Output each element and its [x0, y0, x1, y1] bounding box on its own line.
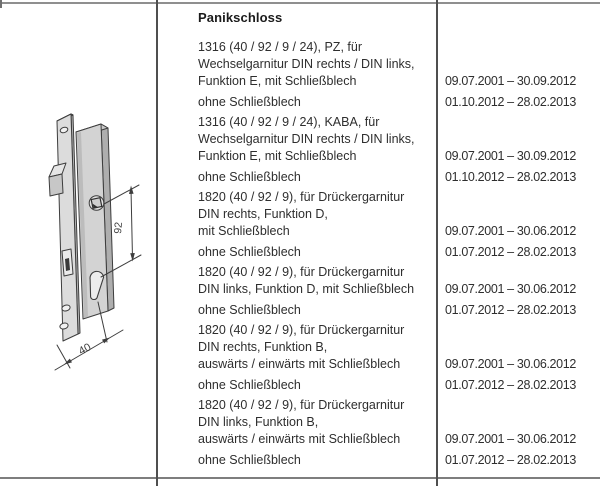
product-description	[158, 114, 437, 165]
description-line: DIN rechts, Funktion D,	[198, 207, 328, 221]
product-description	[158, 39, 437, 90]
description-line: DIN rechts, Funktion B,	[198, 340, 328, 354]
availability-period: 09.07.2001 – 30.09.2012	[445, 149, 576, 163]
description-line: 1820 (40 / 92 / 9), für Drückergarnitur	[198, 323, 405, 337]
description-line: 1316 (40 / 92 / 9 / 24), KABA, für	[198, 115, 380, 129]
description-line: 1820 (40 / 92 / 9), für Drückergarnitur	[198, 265, 405, 279]
description-line: ohne Schließblech	[198, 169, 301, 184]
table-row	[158, 39, 600, 90]
table-row	[158, 397, 600, 448]
product-description	[158, 189, 437, 240]
description-line: DIN links, Funktion B,	[198, 415, 319, 429]
product-description	[158, 377, 437, 394]
dimension-40-label: 40	[76, 341, 94, 358]
table-row	[158, 169, 600, 186]
product-description	[158, 452, 437, 469]
description-line: auswärts / einwärts mit Schließblech	[198, 432, 401, 446]
availability-period: 01.10.2012 – 28.02.2013	[445, 94, 576, 109]
description-line: 1820 (40 / 92 / 9), für Drückergarnitur	[198, 398, 405, 412]
description-line: ohne Schließblech	[198, 94, 301, 109]
table-rows	[158, 39, 600, 469]
availability-period: 01.07.2012 – 28.02.2013	[445, 244, 576, 259]
table-row	[158, 322, 600, 373]
description-line: ohne Schließblech	[198, 302, 301, 317]
availability-period: 01.10.2012 – 28.02.2013	[445, 169, 576, 184]
description-line: Funktion E, mit Schließblech	[198, 149, 357, 163]
table-row	[158, 264, 600, 298]
table-row	[158, 377, 600, 394]
description-line: ohne Schließblech	[198, 244, 301, 259]
description-line: 1316 (40 / 92 / 9 / 24), PZ, für	[198, 40, 362, 54]
description-line: mit Schließblech	[198, 224, 290, 238]
product-description	[158, 322, 437, 373]
description-line: Wechselgarnitur DIN rechts / DIN links,	[198, 132, 415, 146]
table-row	[158, 94, 600, 111]
description-line: DIN links, Funktion D, mit Schließblech	[198, 282, 415, 296]
product-description	[158, 302, 437, 319]
description-line: Wechselgarnitur DIN rechts / DIN links,	[198, 57, 415, 71]
panic-lock-diagram	[0, 0, 157, 486]
table-row	[158, 452, 600, 469]
description-line: ohne Schließblech	[198, 377, 301, 392]
product-description	[158, 264, 437, 298]
availability-period: 09.07.2001 – 30.06.2012	[445, 224, 576, 238]
table-title: Panikschloss	[198, 10, 283, 25]
availability-period: 09.07.2001 – 30.09.2012	[445, 74, 576, 88]
description-line: ohne Schließblech	[198, 452, 301, 467]
dimension-92-label: 92	[112, 221, 126, 235]
product-table	[158, 9, 600, 472]
table-row	[158, 189, 600, 240]
description-line: Funktion E, mit Schließblech	[198, 74, 357, 88]
availability-period: 01.07.2012 – 28.02.2013	[445, 377, 576, 392]
table-row	[158, 302, 600, 319]
availability-period: 09.07.2001 – 30.06.2012	[445, 282, 576, 296]
availability-period: 01.07.2012 – 28.02.2013	[445, 452, 576, 467]
follower-hole	[89, 196, 104, 211]
description-line: 1820 (40 / 92 / 9), für Drückergarnitur	[198, 190, 405, 204]
product-description	[158, 244, 437, 261]
availability-period: 09.07.2001 – 30.06.2012	[445, 432, 576, 446]
product-description	[158, 397, 437, 448]
table-row	[158, 114, 600, 165]
availability-period: 09.07.2001 – 30.06.2012	[445, 357, 576, 371]
table-row	[158, 244, 600, 261]
description-line: auswärts / einwärts mit Schließblech	[198, 357, 401, 371]
deadbolt-slot	[62, 249, 73, 276]
product-description	[158, 94, 437, 111]
product-description	[158, 169, 437, 186]
availability-period: 01.07.2012 – 28.02.2013	[445, 302, 576, 317]
